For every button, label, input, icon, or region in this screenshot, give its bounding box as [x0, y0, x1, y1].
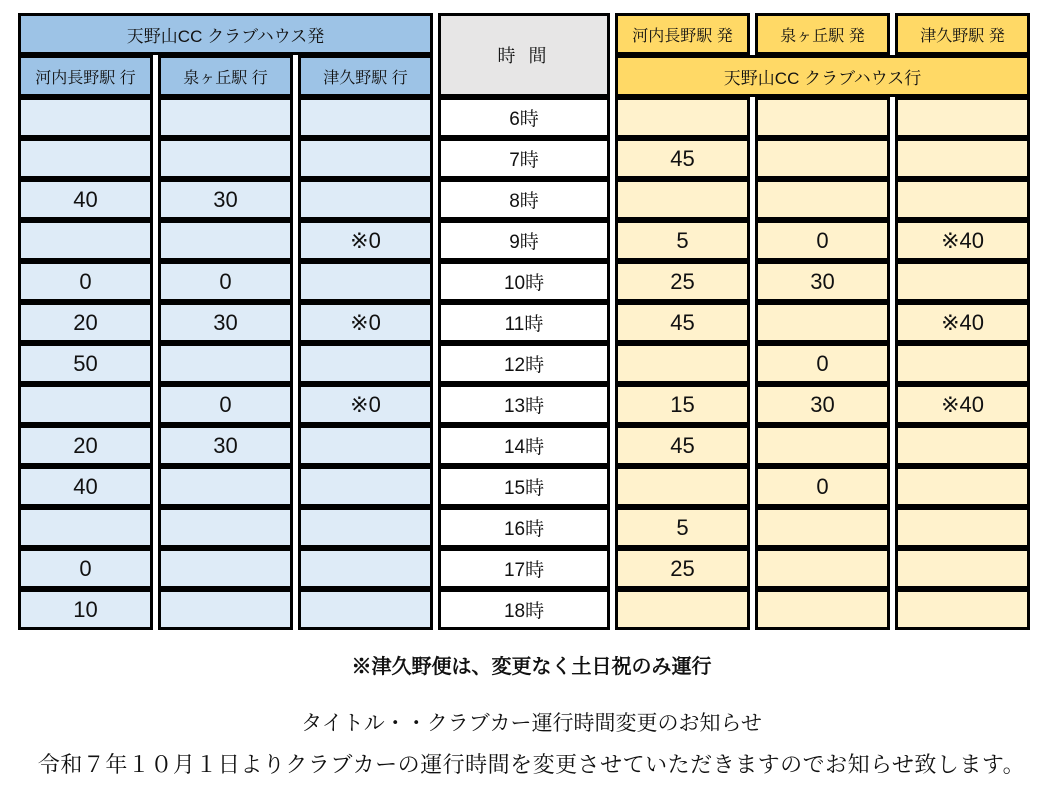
timetable-row [18, 138, 1030, 179]
arrival-minute-cell [755, 179, 890, 220]
arrival-minute-cell [895, 179, 1030, 220]
arrival-minute-cell: ※40 [895, 384, 1030, 425]
timetable-row [18, 548, 1030, 589]
timetable-row [18, 589, 1030, 630]
departure-minute-cell [298, 507, 433, 548]
arrival-minute-cell [895, 425, 1030, 466]
arrival-minute-cell [895, 466, 1030, 507]
arrival-minute-cell [615, 97, 750, 138]
arrival-minute-cell [755, 507, 890, 548]
timetable-row [18, 220, 1030, 261]
right-group-header: 天野山CC クラブハウス行 [615, 55, 1030, 97]
arrival-minute-cell: 45 [615, 302, 750, 343]
arrival-minute-cell [755, 589, 890, 630]
departure-minute-cell [18, 97, 153, 138]
departure-minute-cell [158, 138, 293, 179]
timetable-row [18, 343, 1030, 384]
right-col-header-kawachinagano: 河内長野駅 発 [615, 13, 750, 55]
arrival-minute-cell [755, 548, 890, 589]
departure-minute-cell: ※0 [298, 220, 433, 261]
departure-minute-cell: 20 [18, 302, 153, 343]
departure-minute-cell: 0 [18, 548, 153, 589]
departure-minute-cell [18, 507, 153, 548]
departure-minute-cell [298, 466, 433, 507]
departure-minute-cell [158, 548, 293, 589]
arrival-minute-cell: 5 [615, 220, 750, 261]
departure-minute-cell [158, 220, 293, 261]
left-col-header-izumigaoka: 泉ヶ丘駅 行 [158, 55, 293, 97]
departure-minute-cell: 30 [158, 179, 293, 220]
arrival-minute-cell: 30 [755, 384, 890, 425]
notice-body: 令和７年１０月１日よりクラブカーの運行時間を変更させていただきますのでお知らせ致します。 [37, 752, 1026, 777]
arrival-minute-cell [895, 343, 1030, 384]
left-col-header-tsukuno: 津久野駅 行 [298, 55, 433, 97]
hour-cell: 12時 [438, 343, 610, 384]
departure-minute-cell [18, 384, 153, 425]
departure-minute-cell: 20 [18, 425, 153, 466]
arrival-minute-cell: 25 [615, 548, 750, 589]
arrival-minute-cell [895, 138, 1030, 179]
departure-minute-cell: 40 [18, 466, 153, 507]
arrival-minute-cell: 15 [615, 384, 750, 425]
arrival-minute-cell: 45 [615, 425, 750, 466]
timetable-row [18, 302, 1030, 343]
right-col-header-izumigaoka: 泉ヶ丘駅 発 [755, 13, 890, 55]
departure-minute-cell [18, 138, 153, 179]
arrival-minute-cell: 25 [615, 261, 750, 302]
tsukuno-service-note: ※津久野便は、変更なく土日祝のみ運行 [351, 656, 712, 678]
arrival-minute-cell: 5 [615, 507, 750, 548]
arrival-minute-cell [895, 548, 1030, 589]
left-col-header-kawachinagano: 河内長野駅 行 [18, 55, 153, 97]
hour-cell: 14時 [438, 425, 610, 466]
departure-minute-cell [298, 548, 433, 589]
departure-minute-cell: ※0 [298, 302, 433, 343]
hour-cell: 13時 [438, 384, 610, 425]
timetable-row [18, 384, 1030, 425]
left-group-header: 天野山CC クラブハウス発 [18, 13, 433, 55]
departure-minute-cell [298, 138, 433, 179]
departure-minute-cell [158, 343, 293, 384]
arrival-minute-cell [755, 97, 890, 138]
departure-minute-cell [298, 589, 433, 630]
departure-minute-cell [298, 179, 433, 220]
hour-cell: 11時 [438, 302, 610, 343]
timetable-row [18, 97, 1030, 138]
timetable-row [18, 507, 1030, 548]
departure-minute-cell: 30 [158, 302, 293, 343]
arrival-minute-cell: ※40 [895, 220, 1030, 261]
departure-minute-cell: 50 [18, 343, 153, 384]
departure-minute-cell: 10 [18, 589, 153, 630]
arrival-minute-cell: ※40 [895, 302, 1030, 343]
hour-cell: 18時 [438, 589, 610, 630]
arrival-minute-cell [755, 425, 890, 466]
departure-minute-cell: 30 [158, 425, 293, 466]
departure-minute-cell [158, 589, 293, 630]
hour-cell: 7時 [438, 138, 610, 179]
arrival-minute-cell [895, 507, 1030, 548]
hour-cell: 10時 [438, 261, 610, 302]
clubcar-timetable [13, 13, 1035, 630]
arrival-minute-cell [615, 343, 750, 384]
arrival-minute-cell [895, 589, 1030, 630]
notes-area [0, 650, 1063, 779]
departure-minute-cell: 0 [158, 384, 293, 425]
hour-cell: 8時 [438, 179, 610, 220]
hour-cell: 17時 [438, 548, 610, 589]
time-column-header: 時 間 [438, 13, 610, 97]
arrival-minute-cell: 0 [755, 466, 890, 507]
arrival-minute-cell [615, 179, 750, 220]
departure-minute-cell [298, 343, 433, 384]
departure-minute-cell: 40 [18, 179, 153, 220]
departure-minute-cell [18, 220, 153, 261]
arrival-minute-cell [615, 589, 750, 630]
arrival-minute-cell [755, 302, 890, 343]
arrival-minute-cell: 0 [755, 220, 890, 261]
right-col-header-tsukuno: 津久野駅 発 [895, 13, 1030, 55]
arrival-minute-cell: 45 [615, 138, 750, 179]
hour-cell: 16時 [438, 507, 610, 548]
hour-cell: 6時 [438, 97, 610, 138]
departure-minute-cell [298, 261, 433, 302]
departure-minute-cell: 0 [158, 261, 293, 302]
arrival-minute-cell [895, 261, 1030, 302]
timetable-row [18, 179, 1030, 220]
notice-title: タイトル・・クラブカー運行時間変更のお知らせ [301, 711, 762, 735]
hour-cell: 15時 [438, 466, 610, 507]
timetable-row [18, 466, 1030, 507]
arrival-minute-cell [755, 138, 890, 179]
hour-cell: 9時 [438, 220, 610, 261]
arrival-minute-cell [615, 466, 750, 507]
departure-minute-cell: ※0 [298, 384, 433, 425]
departure-minute-cell [158, 466, 293, 507]
timetable-body [18, 97, 1030, 630]
arrival-minute-cell: 0 [755, 343, 890, 384]
departure-minute-cell: 0 [18, 261, 153, 302]
departure-minute-cell [298, 97, 433, 138]
arrival-minute-cell: 30 [755, 261, 890, 302]
arrival-minute-cell [895, 97, 1030, 138]
header-row-1 [18, 13, 1030, 55]
timetable-row [18, 425, 1030, 466]
timetable-row [18, 261, 1030, 302]
departure-minute-cell [158, 507, 293, 548]
departure-minute-cell [298, 425, 433, 466]
departure-minute-cell [158, 97, 293, 138]
